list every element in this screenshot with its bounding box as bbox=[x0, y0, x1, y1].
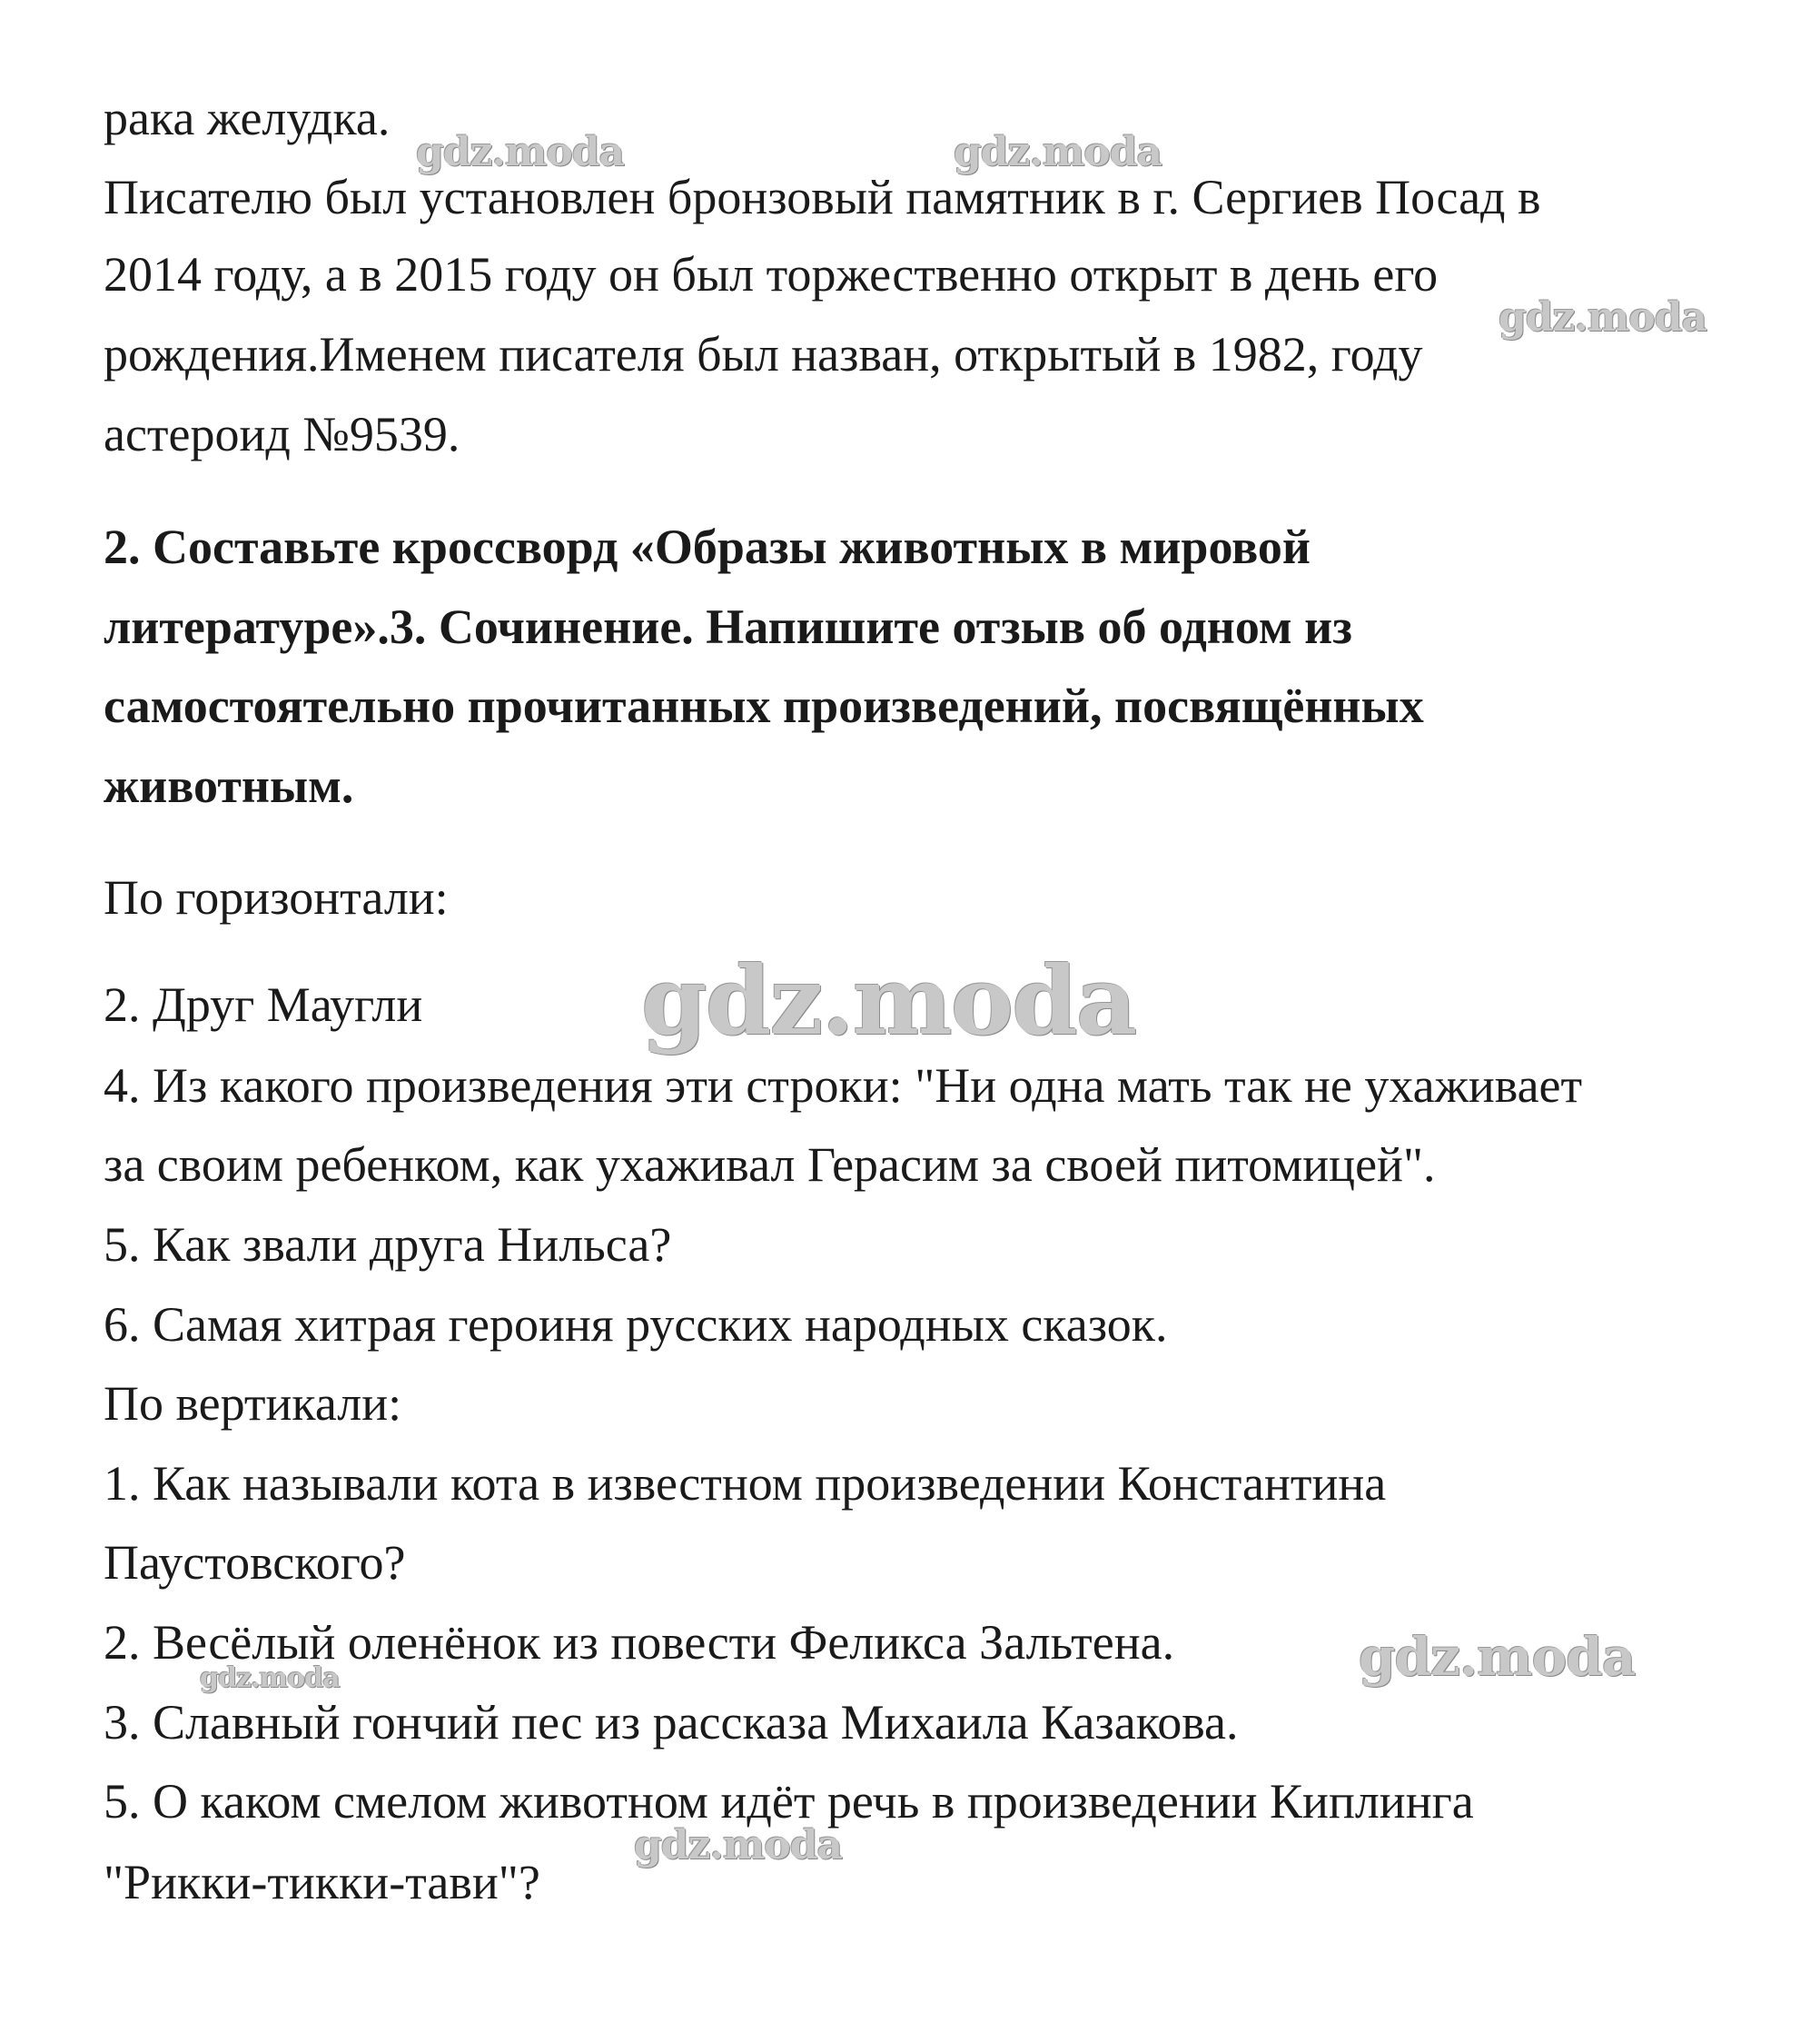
vertical-item: 5. О каком смелом животном идёт речь в произведении Киплинга bbox=[104, 1774, 1474, 1829]
horizontal-item: 4. Из какого произведения эти строки: "Ни одна мать так не ухаживает bbox=[104, 1058, 1583, 1113]
vertical-item: 2. Весёлый оленёнок из повести Феликса Зальтена. bbox=[104, 1615, 1175, 1670]
watermark: gdz.moda bbox=[1499, 294, 1707, 341]
intro-line: рака желудка. bbox=[104, 91, 391, 145]
horizontal-item: 5. Как звали друга Нильса? bbox=[104, 1217, 672, 1272]
intro-line: Писателю был установлен бронзовый памятник в г. Сергиев Посад в bbox=[104, 170, 1541, 224]
horizontal-heading: По горизонтали: bbox=[104, 870, 449, 925]
intro-line: рождения.Именем писателя был назван, открытый в 1982, году bbox=[104, 327, 1423, 382]
task-line: животным. bbox=[104, 758, 354, 813]
horizontal-item: 6. Самая хитрая героиня русских народных сказок. bbox=[104, 1297, 1168, 1352]
intro-line: астероид №9539. bbox=[104, 407, 460, 461]
task-line: литературе».3. Сочинение. Напишите отзыв об одном из bbox=[104, 600, 1352, 654]
vertical-heading: По вертикали: bbox=[104, 1376, 402, 1431]
task-line: 2. Составьте кроссворд «Образы животных в мировой bbox=[104, 520, 1311, 574]
watermark: gdz.moda bbox=[641, 945, 1136, 1056]
watermark: gdz.moda bbox=[954, 129, 1162, 175]
vertical-item: "Рикки-тикки-тави"? bbox=[104, 1855, 540, 1909]
watermark: gdz.moda bbox=[200, 1662, 340, 1694]
vertical-item: Паустовского? bbox=[104, 1535, 406, 1590]
vertical-item: 1. Как называли кота в известном произведении Константина bbox=[104, 1456, 1387, 1511]
horizontal-item: за своим ребенком, как ухаживал Герасим за своей питомицей". bbox=[104, 1137, 1436, 1192]
watermark: gdz.moda bbox=[1359, 1626, 1636, 1688]
intro-line: 2014 году, а в 2015 году он был торжественно открыт в день его bbox=[104, 247, 1439, 302]
watermark: gdz.moda bbox=[634, 1822, 843, 1868]
task-line: самостоятельно прочитанных произведений, посвящённых bbox=[104, 679, 1424, 733]
horizontal-item: 2. Друг Маугли bbox=[104, 977, 423, 1032]
watermark: gdz.moda bbox=[416, 129, 625, 175]
vertical-item: 3. Славный гончий пес из рассказа Михаила Казакова. bbox=[104, 1695, 1239, 1750]
